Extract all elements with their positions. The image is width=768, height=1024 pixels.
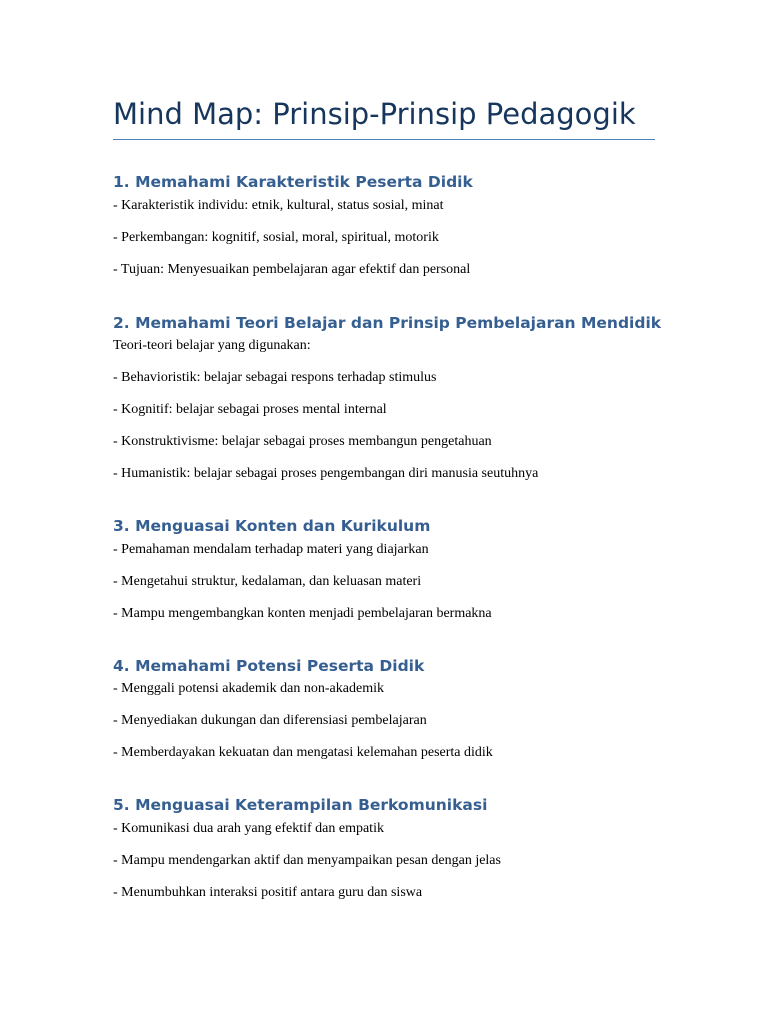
section-5-line-1: - Komunikasi dua arah yang efektif dan empatik	[113, 821, 384, 836]
section-2-line-5: - Humanistik: belajar sebagai proses pengembangan diri manusia seutuhnya	[113, 466, 539, 481]
section-heading-3: 3. Menguasai Konten dan Kurikulum	[113, 517, 431, 535]
section-1-line-2: - Perkembangan: kognitif, sosial, moral, spiritual, motorik	[113, 230, 439, 245]
section-4-line-1: - Menggali potensi akademik dan non-akademik	[113, 681, 384, 696]
title-underline-rule	[113, 139, 655, 140]
section-2-line-3: - Kognitif: belajar sebagai proses mental internal	[113, 402, 387, 417]
section-2-line-1: Teori-teori belajar yang digunakan:	[113, 338, 311, 353]
section-5-line-3: - Menumbuhkan interaksi positif antara guru dan siswa	[113, 885, 423, 900]
section-heading-2: 2. Memahami Teori Belajar dan Prinsip Pembelajaran Mendidik	[113, 314, 662, 332]
section-2-line-2: - Behavioristik: belajar sebagai respons terhadap stimulus	[113, 370, 437, 385]
section-4-line-2: - Menyediakan dukungan dan diferensiasi pembelajaran	[113, 713, 427, 728]
section-heading-5: 5. Menguasai Keterampilan Berkomunikasi	[113, 796, 488, 814]
section-1-line-1: - Karakteristik individu: etnik, kultural, status sosial, minat	[113, 198, 444, 213]
section-3-line-1: - Pemahaman mendalam terhadap materi yang diajarkan	[113, 542, 429, 557]
section-heading-1: 1. Memahami Karakteristik Peserta Didik	[113, 173, 473, 191]
section-5-line-2: - Mampu mendengarkan aktif dan menyampaikan pesan dengan jelas	[113, 853, 501, 868]
document-title: Mind Map: Prinsip-Prinsip Pedagogik	[113, 97, 636, 131]
section-4-line-3: - Memberdayakan kekuatan dan mengatasi kelemahan peserta didik	[113, 745, 493, 760]
section-3-line-2: - Mengetahui struktur, kedalaman, dan keluasan materi	[113, 574, 422, 589]
section-1-line-3: - Tujuan: Menyesuaikan pembelajaran agar efektif dan personal	[113, 262, 471, 277]
section-2-line-4: - Konstruktivisme: belajar sebagai proses membangun pengetahuan	[113, 434, 492, 449]
section-3-line-3: - Mampu mengembangkan konten menjadi pembelajaran bermakna	[113, 606, 492, 621]
section-heading-4: 4. Memahami Potensi Peserta Didik	[113, 657, 425, 675]
